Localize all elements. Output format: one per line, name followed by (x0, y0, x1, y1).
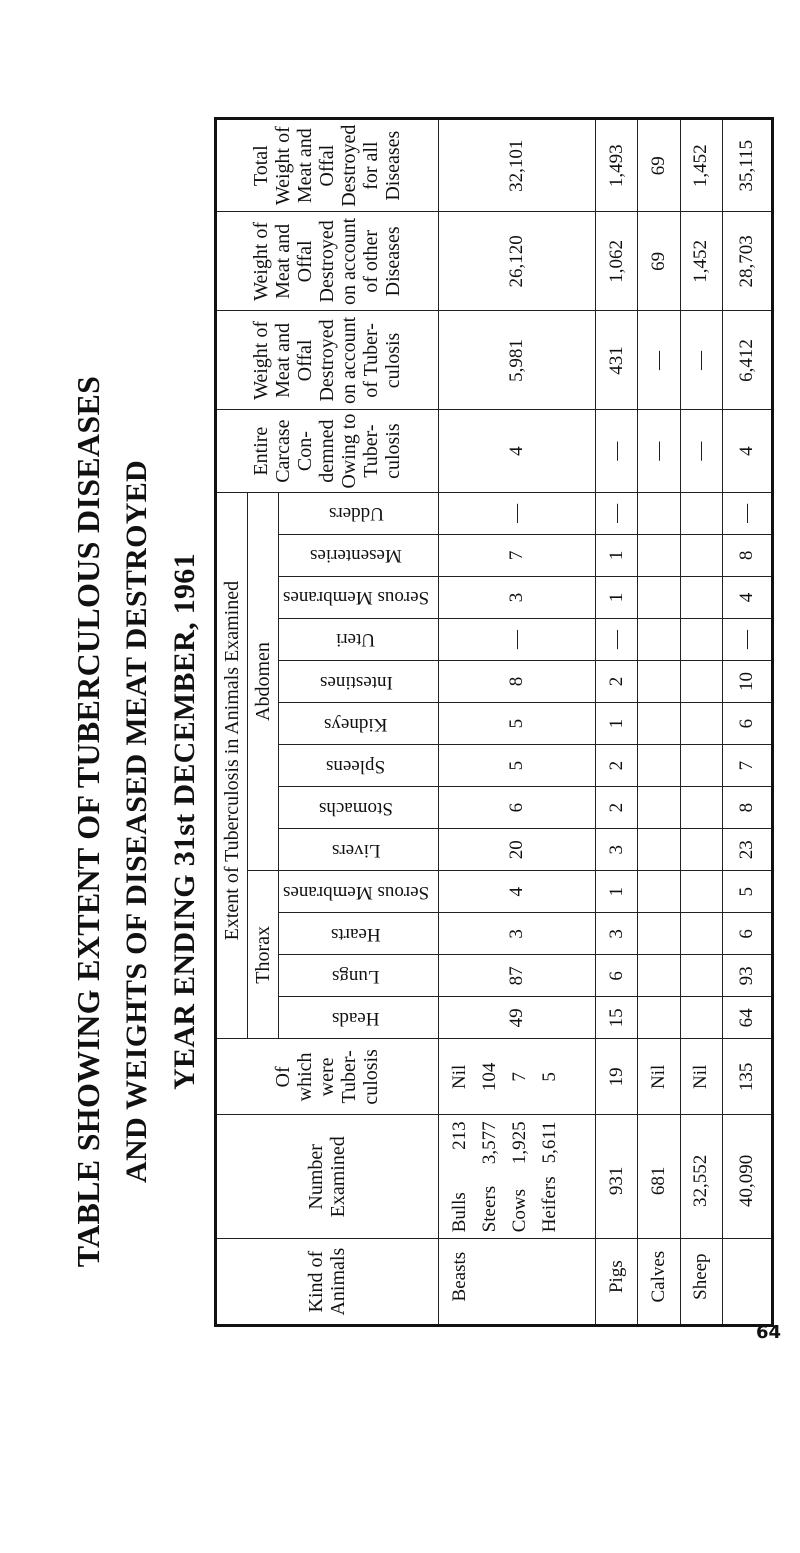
sheep-hearts (680, 913, 722, 955)
calves-abd-serous (638, 576, 680, 618)
totals-mesenteries: 8 (722, 534, 772, 576)
totals-tb: 135 (722, 1039, 772, 1115)
beasts-entire: 4 (438, 410, 596, 492)
totals-uteri: — (722, 618, 772, 660)
title-line-1: TABLE SHOWING EXTENT OF TUBERCULOUS DISEASES (70, 375, 106, 1268)
totals-stomachs: 8 (722, 787, 772, 829)
totals-weight-other: 28,703 (722, 212, 772, 311)
sheep-livers (680, 829, 722, 871)
sheep-stomachs (680, 787, 722, 829)
calves-thorax-serous (638, 871, 680, 913)
header-kind: Kind of Animals (216, 1239, 439, 1326)
calves-spleens (638, 745, 680, 787)
beasts-mesenteries: 7 (438, 534, 596, 576)
totals-lungs: 93 (722, 955, 772, 997)
col-kidneys: Kidneys (279, 703, 439, 745)
calves-entire: — (638, 410, 680, 492)
pigs-heads: 15 (596, 997, 638, 1039)
sheep-weight-tb: — (680, 311, 722, 410)
header-thorax: Thorax (247, 871, 279, 1039)
beasts-tb: Nil 104 7 5 (438, 1039, 596, 1115)
pigs-total: 1,493 (596, 119, 638, 212)
beasts-hearts: 3 (438, 913, 596, 955)
beasts-kidneys: 5 (438, 703, 596, 745)
beasts-livers: 20 (438, 829, 596, 871)
pigs-thorax-serous: 1 (596, 871, 638, 913)
pigs-intestines: 2 (596, 661, 638, 703)
header-weight-other: Weight of Meat and Offal Destroyed on account of other Diseases (216, 212, 439, 311)
calves-udders (638, 492, 680, 534)
pigs-weight-other: 1,062 (596, 212, 638, 311)
sheep-entire: — (680, 410, 722, 492)
totals-livers: 23 (722, 829, 772, 871)
calves-livers (638, 829, 680, 871)
pigs-udders: — (596, 492, 638, 534)
beasts-weight-other: 26,120 (438, 212, 596, 311)
col-uteri: Uteri (279, 618, 439, 660)
totals-heads: 64 (722, 997, 772, 1039)
calves-weight-other: 69 (638, 212, 680, 311)
totals-weight-tb: 6,412 (722, 311, 772, 410)
beasts-lungs: 87 (438, 955, 596, 997)
header-of-which: Of which were Tuber-culosis (216, 1039, 439, 1115)
sheep-number: 32,552 (680, 1115, 722, 1239)
beasts-total: 32,101 (438, 119, 596, 212)
sheep-udders (680, 492, 722, 534)
header-abdomen: Abdomen (247, 492, 279, 870)
kind-pigs: Pigs (596, 1239, 638, 1326)
calves-total: 69 (638, 119, 680, 212)
beasts-weight-tb: 5,981 (438, 311, 596, 410)
kind-sheep: Sheep (680, 1239, 722, 1326)
pigs-mesenteries: 1 (596, 534, 638, 576)
header-weight-tb: Weight of Meat and Offal Destroyed on account of Tuber-culosis (216, 311, 439, 410)
pigs-weight-tb: 431 (596, 311, 638, 410)
totals-abd-serous: 4 (722, 576, 772, 618)
pigs-kidneys: 1 (596, 703, 638, 745)
pigs-uteri: — (596, 618, 638, 660)
kind-calves: Calves (638, 1239, 680, 1326)
table-row (680, 119, 722, 1326)
totals-intestines: 10 (722, 661, 772, 703)
beasts-uteri: — (438, 618, 596, 660)
sheep-abd-serous (680, 576, 722, 618)
calves-hearts (638, 913, 680, 955)
calves-stomachs (638, 787, 680, 829)
header-extent: Extent of Tuberculosis in Animals Examined (216, 492, 248, 1039)
col-udders: Udders (279, 492, 439, 534)
totals-udders: — (722, 492, 772, 534)
beasts-intestines: 8 (438, 661, 596, 703)
table-row (638, 119, 680, 1326)
beasts-heads: 49 (438, 997, 596, 1039)
calves-uteri (638, 618, 680, 660)
calves-kidneys (638, 703, 680, 745)
kind-beasts: Beasts (438, 1239, 596, 1326)
col-stomachs: Stomachs (279, 787, 439, 829)
calves-tb: Nil (638, 1039, 680, 1115)
beasts-abd-serous: 3 (438, 576, 596, 618)
calves-intestines (638, 661, 680, 703)
title-line-3: YEAR ENDING 31st DECEMBER, 1961 (168, 553, 201, 1090)
header-entire: Entire Carcase Con-demned Owing to Tuber-culosis (216, 410, 439, 492)
calves-mesenteries (638, 534, 680, 576)
totals-thorax-serous: 5 (722, 871, 772, 913)
col-abd-serous: Serous Membranes (279, 576, 439, 618)
totals-kind (722, 1239, 772, 1326)
totals-hearts: 6 (722, 913, 772, 955)
col-spleens: Spleens (279, 745, 439, 787)
beasts-udders: — (438, 492, 596, 534)
totals-entire: 4 (722, 410, 772, 492)
pigs-livers: 3 (596, 829, 638, 871)
sheep-heads (680, 997, 722, 1039)
header-total: Total Weight of Meat and Offal Destroyed for all Diseases (216, 119, 439, 212)
col-mesenteries: Mesenteries (279, 534, 439, 576)
tuberculosis-table (214, 117, 774, 1327)
beasts-thorax-serous: 4 (438, 871, 596, 913)
pigs-hearts: 3 (596, 913, 638, 955)
calves-weight-tb: — (638, 311, 680, 410)
sheep-total: 1,452 (680, 119, 722, 212)
table-row (596, 119, 638, 1326)
sheep-spleens (680, 745, 722, 787)
totals-row (722, 119, 772, 1326)
calves-heads (638, 997, 680, 1039)
col-heads: Heads (279, 997, 439, 1039)
totals-total: 35,115 (722, 119, 772, 212)
beasts-spleens: 5 (438, 745, 596, 787)
sheep-uteri (680, 618, 722, 660)
sheep-intestines (680, 661, 722, 703)
sheep-lungs (680, 955, 722, 997)
pigs-stomachs: 2 (596, 787, 638, 829)
beasts-stomachs: 6 (438, 787, 596, 829)
sheep-weight-other: 1,452 (680, 212, 722, 311)
col-lungs: Lungs (279, 955, 439, 997)
sheep-tb: Nil (680, 1039, 722, 1115)
sheep-mesenteries (680, 534, 722, 576)
col-hearts: Hearts (279, 913, 439, 955)
header-number: Number Examined (216, 1115, 439, 1239)
pigs-number: 931 (596, 1115, 638, 1239)
pigs-entire: — (596, 410, 638, 492)
pigs-lungs: 6 (596, 955, 638, 997)
page-number: 64 (755, 1321, 782, 1343)
col-thorax-serous: Serous Membranes (279, 871, 439, 913)
beasts-number: Bulls 213 Steers 3,577 Cows 1,925 Heifers 5,611 (438, 1115, 596, 1239)
calves-number: 681 (638, 1115, 680, 1239)
col-livers: Livers (279, 829, 439, 871)
totals-kidneys: 6 (722, 703, 772, 745)
calves-lungs (638, 955, 680, 997)
totals-spleens: 7 (722, 745, 772, 787)
sheep-thorax-serous (680, 871, 722, 913)
table-row (438, 119, 596, 1326)
col-intestines: Intestines (279, 661, 439, 703)
pigs-abd-serous: 1 (596, 576, 638, 618)
pigs-tb: 19 (596, 1039, 638, 1115)
pigs-spleens: 2 (596, 745, 638, 787)
sheep-kidneys (680, 703, 722, 745)
totals-number: 40,090 (722, 1115, 772, 1239)
title-line-2: AND WEIGHTS OF DISEASED MEAT DESTROYED (120, 460, 153, 1183)
